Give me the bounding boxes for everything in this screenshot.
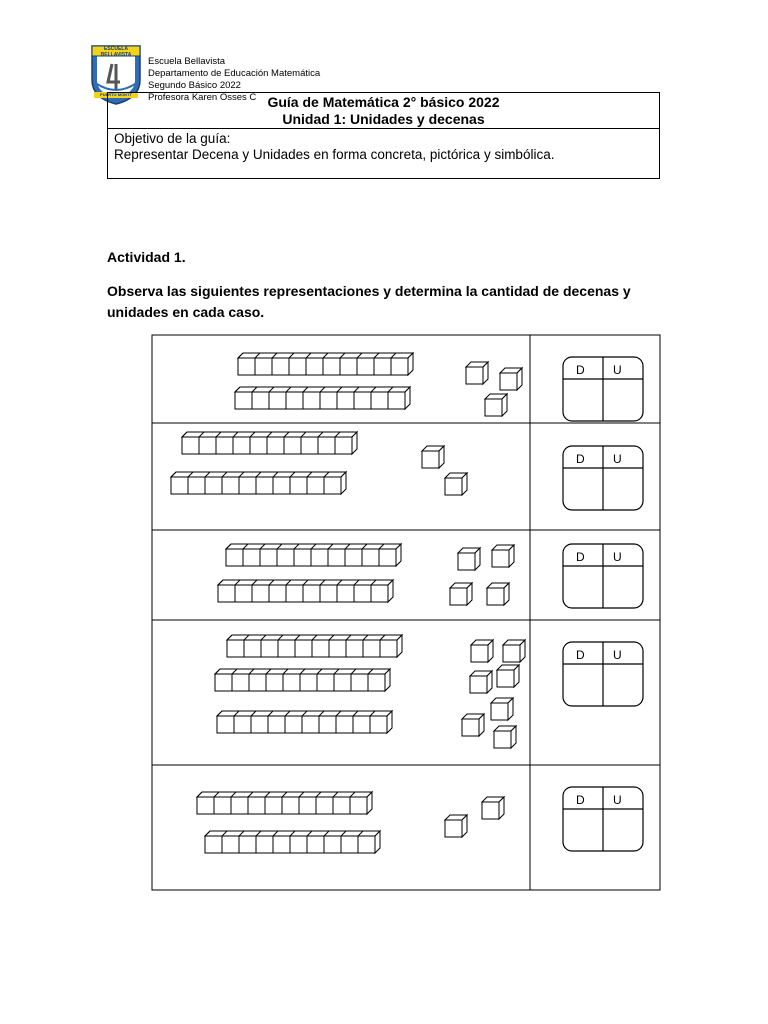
objective-text: Representar Decena y Unidades en forma concreta, pictórica y simbólica. [114,147,555,162]
cube-front [471,645,488,662]
cube-front [466,367,483,384]
cube-front [450,588,467,605]
rod-cell [215,674,232,691]
rod-cell [317,674,334,691]
rod-cell [335,437,352,454]
rod-cell [227,640,244,657]
rod-cell [252,392,269,409]
guide-subtitle: Unidad 1: Unidades y decenas [282,111,485,127]
unit-cube [485,394,507,416]
exercise-row [197,787,643,853]
rod-cell [234,716,251,733]
rod-cell [182,437,199,454]
rod-cell [300,674,317,691]
rod-cell [214,797,231,814]
units-label: U [613,363,622,377]
rod-cell [260,549,277,566]
tens-label: D [576,363,585,377]
rod-cell [197,797,214,814]
rod-cell [255,358,272,375]
rod-cell [278,640,295,657]
rod-cell [320,585,337,602]
teacher-name: Profesora Karen Osses C [148,92,257,103]
rod-cell [324,836,341,853]
rod-cell [340,358,357,375]
tens-label: D [576,793,585,807]
ten-rod [205,831,380,853]
ten-rod [227,635,402,657]
cube-front [462,719,479,736]
unit-cube [482,797,504,819]
rod-cell [318,437,335,454]
ten-rod [171,472,346,494]
rod-cell [205,836,222,853]
rod-cell [368,674,385,691]
tens-label: D [576,550,585,564]
rod-cell [268,716,285,733]
rod-cell [188,477,205,494]
ten-rod [226,544,401,566]
cube-front [482,802,499,819]
rod-cell [354,585,371,602]
unit-cube [494,726,516,748]
rod-cell [311,549,328,566]
answer-box [563,544,643,608]
rod-cell [289,358,306,375]
rod-cell [324,477,341,494]
rod-cell [261,640,278,657]
rod-cell [205,477,222,494]
rod-cell [341,836,358,853]
cube-front [422,451,439,468]
unit-cube [466,362,488,384]
rod-cell [337,585,354,602]
rod-cell [371,392,388,409]
unit-cube [445,815,467,837]
rod-cell [267,437,284,454]
rod-cell [371,585,388,602]
unit-cube [445,473,467,495]
rod-cell [362,549,379,566]
rod-cell [273,836,290,853]
unit-cube [500,368,522,390]
unit-cube [491,698,513,720]
rod-cell [222,836,239,853]
rod-cell [294,549,311,566]
unit-cube [492,545,514,567]
ten-rod [215,669,390,691]
rod-cell [303,392,320,409]
rod-cell [333,797,350,814]
rod-cell [231,797,248,814]
rod-cell [299,797,316,814]
rod-cell [391,358,408,375]
rod-cell [265,797,282,814]
department-name: Departamento de Educación Matemática [148,68,321,79]
rod-cell [283,674,300,691]
unit-cube [487,583,509,605]
ten-rod [218,580,393,602]
cube-front [470,676,487,693]
rod-cell [295,640,312,657]
rod-cell [282,797,299,814]
activity-title: Actividad 1. [107,249,186,265]
rod-cell [363,640,380,657]
rod-cell [285,716,302,733]
rod-cell [199,437,216,454]
rod-cell [222,477,239,494]
cube-front [503,645,520,662]
answer-box [563,357,643,421]
exercise-row [215,635,643,748]
rod-cell [250,437,267,454]
rod-cell [266,674,283,691]
rod-cell [273,477,290,494]
unit-cube [462,714,484,736]
cube-front [485,399,502,416]
rod-cell [358,836,375,853]
rod-cell [306,358,323,375]
rod-cell [256,477,273,494]
rod-cell [217,716,234,733]
rod-cell [269,392,286,409]
rod-cell [319,716,336,733]
logo-text-bottom: PUERTO MONTT [100,92,132,97]
answer-box [563,787,643,851]
rod-cell [336,716,353,733]
exercise-row [218,544,643,608]
rod-cell [374,358,391,375]
tens-label: D [576,648,585,662]
rod-cell [320,392,337,409]
rod-cell [284,437,301,454]
units-label: U [613,648,622,662]
ten-rod [238,353,413,375]
rod-cell [226,549,243,566]
rod-cell [218,585,235,602]
objective-label: Objetivo de la guía: [114,131,231,146]
rod-cell [353,716,370,733]
ten-rod [182,432,357,454]
rod-cell [235,585,252,602]
rod-cell [252,585,269,602]
rod-cell [380,640,397,657]
rod-cell [272,358,289,375]
rod-cell [370,716,387,733]
rod-cell [307,477,324,494]
unit-cube [497,665,519,687]
rod-cell [351,674,368,691]
rod-cell [379,549,396,566]
exercise-row [171,432,643,510]
unit-cube [470,671,492,693]
rod-cell [256,836,273,853]
grade-year: Segundo Básico 2022 [148,80,241,91]
rod-cell [388,392,405,409]
rod-cell [216,437,233,454]
rod-cell [337,392,354,409]
school-name: Escuela Bellavista [148,56,226,67]
unit-cube [458,548,480,570]
cube-front [500,373,517,390]
rod-cell [290,477,307,494]
cube-front [487,588,504,605]
activity-instructions: Observa las siguientes representaciones y determina la cantidad de decenas y unidades en cada caso. [107,283,631,320]
answer-box [563,446,643,510]
rod-cell [249,674,266,691]
rod-cell [346,640,363,657]
cube-front [491,703,508,720]
exercise-row [235,353,643,421]
rod-cell [301,437,318,454]
unit-cube [422,446,444,468]
units-label: U [613,550,622,564]
cube-front [497,670,514,687]
rod-cell [286,585,303,602]
logo-text-name: BELLAVISTA [100,52,132,58]
rod-cell [233,437,250,454]
rod-cell [316,797,333,814]
rod-cell [328,549,345,566]
cube-front [492,550,509,567]
unit-cube [450,583,472,605]
rod-cell [239,836,256,853]
rod-cell [238,358,255,375]
cube-front [494,731,511,748]
guide-title: Guía de Matemática 2° básico 2022 [267,94,500,110]
rod-cell [235,392,252,409]
cube-front [445,820,462,837]
logo-text-top: ESCUELA [104,46,128,52]
units-label: U [613,793,622,807]
rod-cell [307,836,324,853]
tens-label: D [576,452,585,466]
rod-cell [239,477,256,494]
rod-cell [171,477,188,494]
rod-cell [345,549,362,566]
rod-cell [251,716,268,733]
unit-cube [503,640,525,662]
rod-cell [302,716,319,733]
rod-cell [277,549,294,566]
rod-cell [244,640,261,657]
cube-front [458,553,475,570]
rod-cell [334,674,351,691]
rod-cell [232,674,249,691]
rod-cell [243,549,260,566]
ten-rod [217,711,392,733]
rod-cell [354,392,371,409]
rod-cell [329,640,346,657]
rod-cell [248,797,265,814]
rod-cell [350,797,367,814]
rod-cell [286,392,303,409]
rod-cell [357,358,374,375]
ten-rod [235,387,410,409]
answer-box [563,642,643,706]
units-label: U [613,452,622,466]
ten-rod [197,792,372,814]
rod-cell [312,640,329,657]
rod-cell [269,585,286,602]
unit-cube [471,640,493,662]
rod-cell [303,585,320,602]
rod-cell [290,836,307,853]
cube-front [445,478,462,495]
rod-cell [323,358,340,375]
